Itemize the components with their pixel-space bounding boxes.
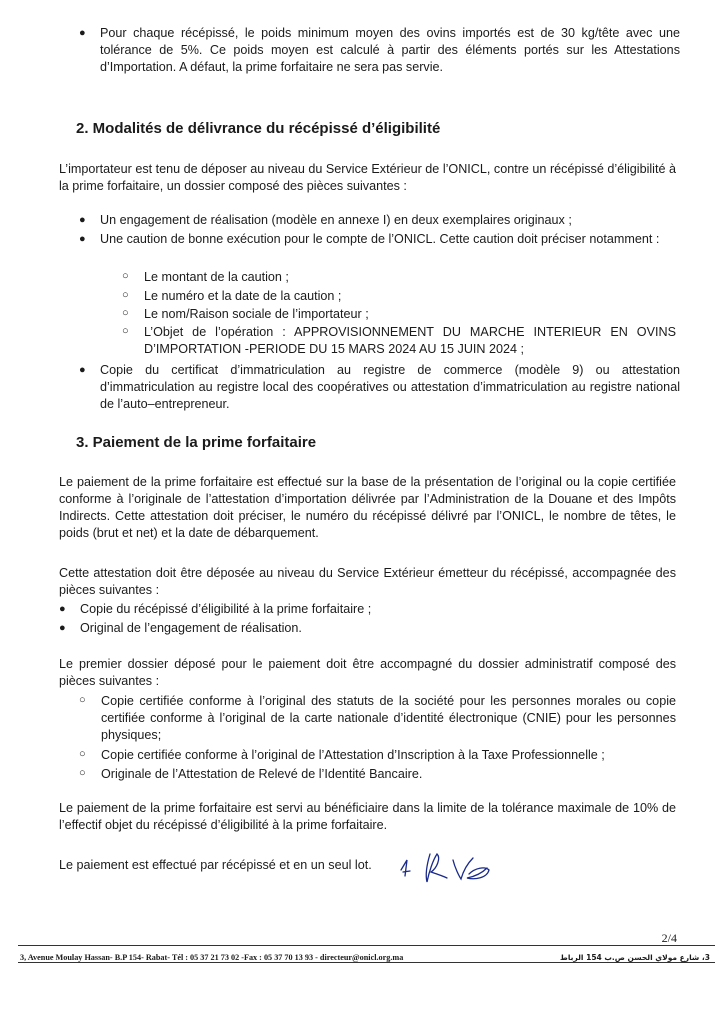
list-item	[79, 212, 680, 229]
list-item-text: Pour chaque récépissé, le poids minimum moyen des ovins importés est de 30 kg/tête avec une tolérance de 5%. Ce poids moyen est calculé à partir des éléments portés sur les Attestations d’Importation. A défaut, la prime forfaitaire ne sera pas servie.	[100, 26, 680, 74]
list-item-text: Un engagement de réalisation (modèle en annexe I) en deux exemplaires originaux ;	[100, 213, 572, 227]
circle-bullet-icon: ○	[79, 767, 86, 779]
circle-bullet-icon: ○	[79, 694, 86, 706]
list-item	[79, 231, 680, 248]
page-number: 2/4	[661, 931, 677, 945]
bullet-icon: ●	[79, 364, 86, 376]
list-item	[79, 362, 680, 413]
list-item	[59, 601, 660, 618]
footer-address: 3, Avenue Moulay Hassan- B.P 154- Rabat- Tél : 05 37 21 73 02 -Fax : 05 37 70 13 93 - directeur@onicl.org.ma	[20, 953, 404, 962]
paragraph-text: Le premier dossier déposé pour le paiement doit être accompagné du dossier administratif composé des pièces suivantes :	[59, 657, 676, 688]
sub-list-item-text: Originale de l’Attestation de Relevé de l’Identité Bancaire.	[101, 767, 423, 781]
paragraph-text: Le paiement de la prime forfaitaire est servi au bénéficiaire dans la limite de la tolérance maximale de 10% de l’effectif objet du récépissé d’éligibilité à la prime forfaitaire.	[59, 801, 676, 832]
circle-bullet-icon: ○	[122, 325, 129, 337]
paragraph-text: Cette attestation doit être déposée au niveau du Service Extérieur émetteur du récépissé, accompagnée des pièces suivantes :	[59, 566, 676, 597]
sub-list-item	[122, 288, 676, 305]
paragraph-text: Le paiement est effectué par récépissé et en un seul lot.	[59, 858, 372, 872]
footer-address-arabic: 3، شارع مولاي الحسن ص.ب 154 الرباط	[560, 953, 710, 962]
footer-divider	[18, 962, 715, 963]
sub-list-item-text: Copie certifiée conforme à l’original de l’Attestation d’Inscription à la Taxe Professionnelle ;	[101, 748, 605, 762]
sub-list-item	[79, 766, 676, 783]
list-item-text: Copie du récépissé d’éligibilité à la prime forfaitaire ;	[80, 602, 372, 616]
paragraph	[59, 800, 676, 834]
bullet-icon: ●	[59, 622, 66, 634]
footer-divider	[18, 945, 715, 946]
sub-list-item	[122, 269, 676, 286]
sub-list-item-text: L’Objet de l’opération : APPROVISIONNEMENT DU MARCHE INTERIEUR EN OVINS D’IMPORTATION -PERIODE DU 15 MARS 2024 AU 15 JUIN 2024 ;	[144, 325, 676, 356]
circle-bullet-icon: ○	[122, 270, 129, 282]
sub-list-item	[79, 693, 676, 744]
paragraph-text: L’importateur est tenu de déposer au niveau du Service Extérieur de l’ONICL, contre un récépissé d’éligibilité à la prime forfaitaire, un dossier composé des pièces suivantes :	[59, 162, 676, 193]
section-heading: 2. Modalités de délivrance du récépissé d’éligibilité	[76, 120, 441, 137]
footer	[20, 949, 710, 966]
sub-list-item	[79, 747, 676, 764]
paragraph	[59, 474, 676, 542]
list-item-text: Original de l’engagement de réalisation.	[80, 621, 302, 635]
bullet-icon: ●	[59, 603, 66, 615]
circle-bullet-icon: ○	[79, 748, 86, 760]
paragraph	[59, 161, 676, 195]
sub-list-item-text: Le nom/Raison sociale de l’importateur ;	[144, 307, 369, 321]
list-item	[79, 25, 680, 76]
paragraph-text: Le paiement de la prime forfaitaire est effectué sur la base de la présentation de l’original ou la copie certifiée conforme à l’originale de l’attestation d’importation délivrée par l’Administration de la Douane et des Impôts Indirects. Cette attestation doit préciser, le numéro du récépissé délivré par l’ONICL, le nombre de têtes, le poids (brut et net) et la date de débarquement.	[59, 475, 676, 540]
bullet-icon: ●	[79, 214, 86, 226]
list-item	[59, 620, 660, 637]
paragraph	[59, 656, 676, 690]
bullet-icon: ●	[79, 27, 86, 39]
sub-list-item-text: Le numéro et la date de la caution ;	[144, 289, 342, 303]
section-heading: 3. Paiement de la prime forfaitaire	[76, 434, 317, 451]
handwritten-signature	[397, 846, 497, 888]
paragraph	[59, 857, 676, 874]
bullet-icon: ●	[79, 233, 86, 245]
paragraph	[59, 565, 676, 599]
sub-list-item-text: Copie certifiée conforme à l’original des statuts de la société pour les personnes morales ou copie certifiée conforme à l’original de la carte nationale d’identité électronique (CNIE) pour les personnes physiques;	[101, 694, 676, 742]
circle-bullet-icon: ○	[122, 307, 129, 319]
sub-list-item	[122, 324, 676, 358]
list-item-text: Copie du certificat d’immatriculation au registre de commerce (modèle 9) ou attestation d’immatriculation au registre local des coopératives ou attestation d’immatriculation au registre national de l’auto–entrepreneur.	[100, 363, 680, 411]
sub-list-item	[122, 306, 676, 323]
sub-list-item-text: Le montant de la caution ;	[144, 270, 289, 284]
list-item-text: Une caution de bonne exécution pour le compte de l’ONICL. Cette caution doit préciser notamment :	[100, 232, 660, 246]
circle-bullet-icon: ○	[122, 289, 129, 301]
